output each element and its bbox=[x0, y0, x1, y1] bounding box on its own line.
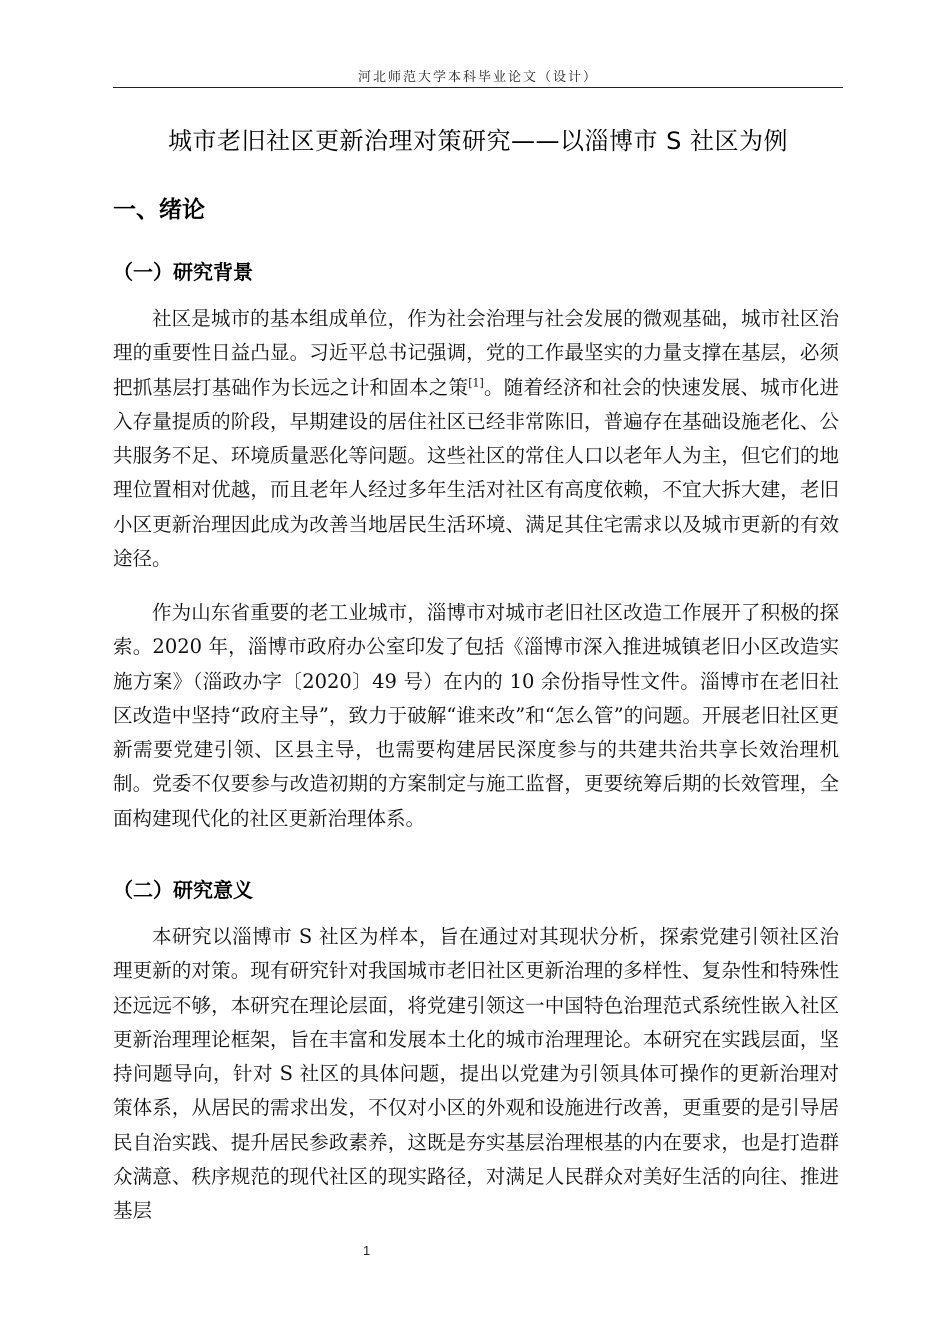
citation-ref: [1] bbox=[468, 376, 484, 390]
header-divider bbox=[113, 87, 843, 88]
paragraph-text: 。随着经济和社会的快速发展、城市化进入存量提质的阶段，早期建设的居住社区已经非常陈旧，普遍存在基础设施老化、公共服务不足、环境质量恶化等问题。这些社区的常住人口以老年人为主，但它们的地理位置相对优越，而且老年人经过多年生活对社区有高度依赖，不宜大拆大建，老旧小区更新治理因此成为改善当地居民生活环境、满足其住宅需求以及城市更新的有效途径。 bbox=[113, 375, 839, 571]
subsection-heading-background: （一）研究背景 bbox=[113, 260, 253, 284]
page-number: 1 bbox=[363, 1243, 371, 1258]
paragraph-background-2: 作为山东省重要的老工业城市，淄博市对城市老旧社区改造工作展开了积极的探索。2020 年，淄博市政府办公室印发了包括《淄博市深入推进城镇老旧小区改造实施方案》（淄政办字〔2020〕49 号）在内的 10 余份指导性文件。淄博市在老旧社区改造中坚持“政府主导”，致力于破解“谁来改”和“怎么管”的问题。开展老旧社区更新需要党建引领、区县主导，也需要构建居民深度参与的共建共治共享长效治理机制。党委不仅要参与改造初期的方案制定与施工监督，更要统筹后期的长效管理，全面构建现代化的社区更新治理体系。 bbox=[113, 601, 839, 830]
section-heading-introduction: 一、绪论 bbox=[113, 197, 205, 223]
paragraph-background-1 bbox=[113, 302, 839, 576]
running-header: 河北师范大学本科毕业论文（设计） bbox=[357, 70, 598, 85]
subsection-heading-significance: （二）研究意义 bbox=[113, 878, 253, 902]
paragraph-significance-1: 本研究以淄博市 S 社区为样本，旨在通过对其现状分析，探索党建引领社区治理更新的对策。现有研究针对我国城市老旧社区更新治理的多样性、复杂性和特殊性还远远不够，本研究在理论层面，将党建引领这一中国特色治理范式系统性嵌入社区更新治理理论框架，旨在丰富和发展本土化的城市治理理论。本研究在实践层面，坚持问题导向，针对 S 社区的具体问题，提出以党建为引领具体可操作的更新治理对策体系，从居民的需求出发，不仅对小区的外观和设施进行改善，更重要的是引导居民自治实践、提升居民参政素养，这既是夯实基层治理根基的内在要求，也是打造群众满意、秩序规范的现代社区的现实路径，对满足人民群众对美好生活的向往、推进基层 bbox=[113, 925, 839, 1223]
paragraph-text: 社区是城市的基本组成单位，作为社会治理与社会发展的微观基础，城市社区治理的重要性日益凸显。习近平总书记强调，党的工作最坚实的力量支撑在基层，必须把抓基层打基础作为长远之计和固本之策 bbox=[113, 307, 839, 399]
paper-title: 城市老旧社区更新治理对策研究——以淄博市 S 社区为例 bbox=[168, 127, 788, 155]
